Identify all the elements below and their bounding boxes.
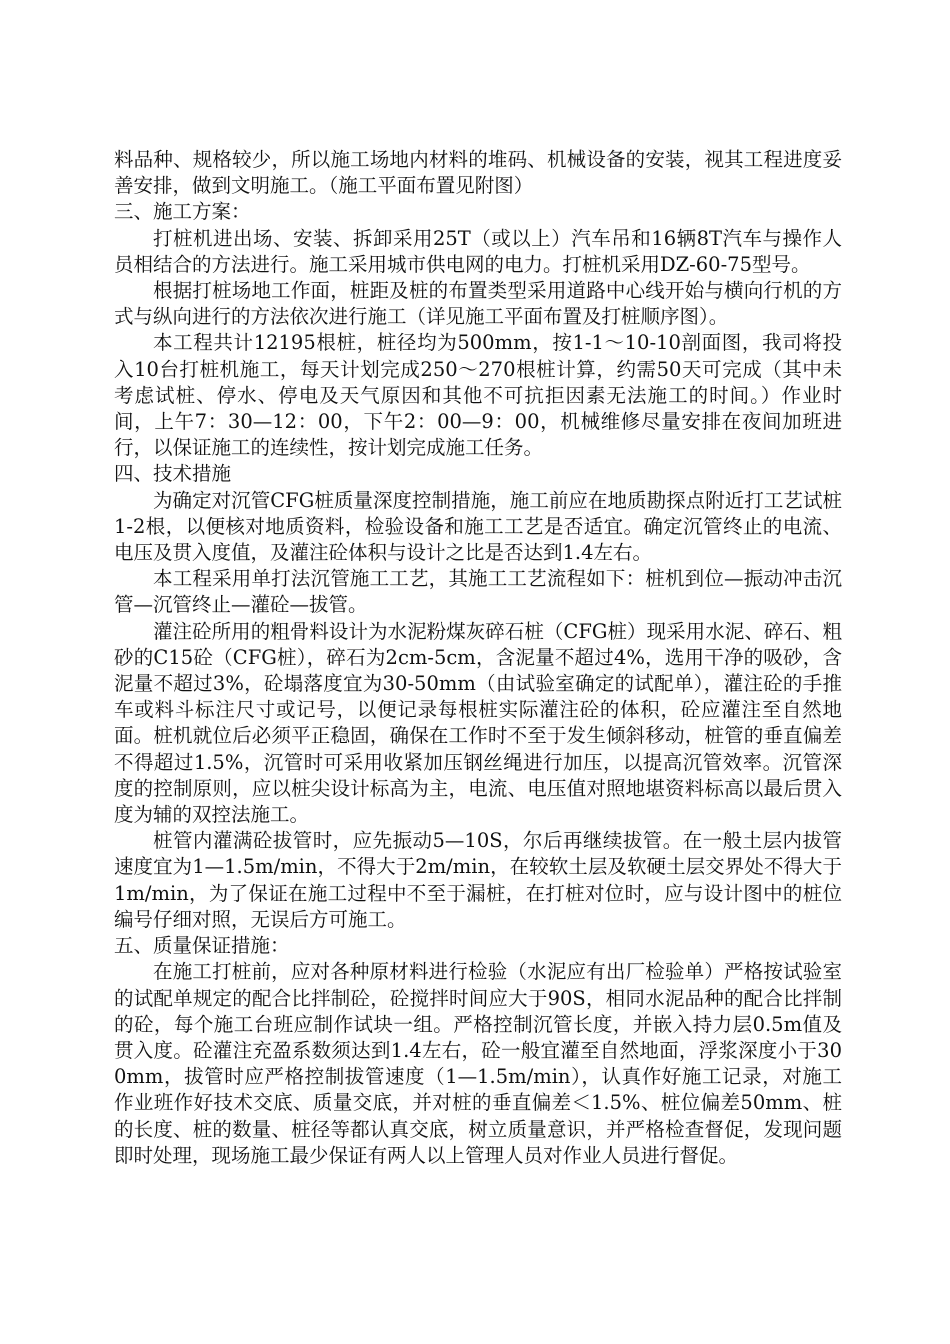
paragraph-schedule: 本工程共计12195根桩，桩径均为500mm，按1-1～10-10剖面图，我司将投入10台打桩机施工，每天计划完成250～270根桩计算，约需50天可完成（其中未考虑试桩、停水、停电及天气原因和其他不可抗拒因素无法施工的时间。）作业时间，上午7：30—12：00，下午2：00—9：00，机械维修尽量安排在夜间加班进行，以保证施工的连续性，按计划完成施工任务。 [114,331,842,460]
section-heading-5: 五、质量保证措施： [114,934,290,958]
paragraph-intro: 料品种、规格较少，所以施工场地内材料的堆码、机械设备的安装，视其工程进度妥善安排，做到文明施工。（施工平面布置见附图） [114,148,842,198]
paragraph-test-pile: 为确定对沉管CFG桩质量深度控制措施，施工前应在地质勘探点附近打工艺试桩1-2根，以便核对地质资料，检验设备和施工工艺是否适宜。确定沉管终止的电流、电压及贯入度值，及灌注砼体积与设计之比是否达到1.4左右。 [114,488,842,565]
paragraph-concrete: 灌注砼所用的粗骨料设计为水泥粉煤灰碎石桩（CFG桩）现采用水泥、碎石、粗砂的C15砼（CFG桩），碎石为2cm-5cm，含泥量不超过4%，选用干净的吸砂，含泥量不超过3%，砼塌落度宜为30-50mm（由试验室确定的试配单），灌注砼的手推车或料斗标注尺寸或记号，以便记录每根桩实际灌注砼的体积，砼应灌注至自然地面。桩机就位后必须平正稳固，确保在工作时不至于发生倾斜移动，桩管的垂直偏差不得超过1.5%，沉管时可采用收紧加压钢丝绳进行加压，以提高沉管效率。沉管深度的控制原则，应以桩尖设计标高为主，电流、电压值对照地堪资料标高以最后贯入度为辅的双控法施工。 [114,619,842,827]
section-heading-4: 四、技术措施 [114,462,232,486]
paragraph-pipe-pulling: 桩管内灌满砼拔管时，应先振动5—10S，尔后再继续拔管。在一般土层内拔管速度宜为1—1.5m/min，不得大于2m/min，在较软土层及软硬土层交界处不得大于1m/min，为了保证在施工过程中不至于漏桩，在打桩对位时，应与设计图中的桩位编号仔细对照，无误后方可施工。 [114,829,842,931]
paragraph-process-flow: 本工程采用单打法沉管施工工艺，其施工工艺流程如下：桩机到位—振动冲击沉管—沉管终止—灌砼—拔管。 [114,567,842,617]
paragraph-quality: 在施工打桩前，应对各种原材料进行检验（水泥应有出厂检验单）严格按试验室的试配单规定的配合比拌制砼，砼搅拌时间应大于90S，相同水泥品种的配合比拌制的砼，每个施工台班应制作试块一组。严格控制沉管长度，并嵌入持力层0.5m值及贯入度。砼灌注充盈系数须达到1.4左右，砼一般宜灌至自然地面，浮浆深度小于300mm，拔管时应严格控制拔管速度（1—1.5m/min），认真作好施工记录，对施工作业班作好技术交底、质量交底，并对桩的垂直偏差＜1.5%、桩位偏差50mm、桩的长度、桩的数量、桩径等都认真交底，树立质量意识，并严格检查督促，发现问题即时处理，现场施工最少保证有两人以上管理人员对作业人员进行督促。 [114,960,842,1167]
paragraph-pile-layout: 根据打桩场地工作面，桩距及桩的布置类型采用道路中心线开始与横向行机的方式与纵向进行的方法依次进行施工（详见施工平面布置及打桩顺序图）。 [114,279,842,329]
paragraph-equipment: 打桩机进出场、安装、拆卸采用25T（或以上）汽车吊和16辆8T汽车与操作人员相结合的方法进行。施工采用城市供电网的电力。打桩机采用DZ-60-75型号。 [114,226,842,276]
section-heading-3: 三、施工方案： [114,200,251,224]
document-page [114,147,842,1169]
